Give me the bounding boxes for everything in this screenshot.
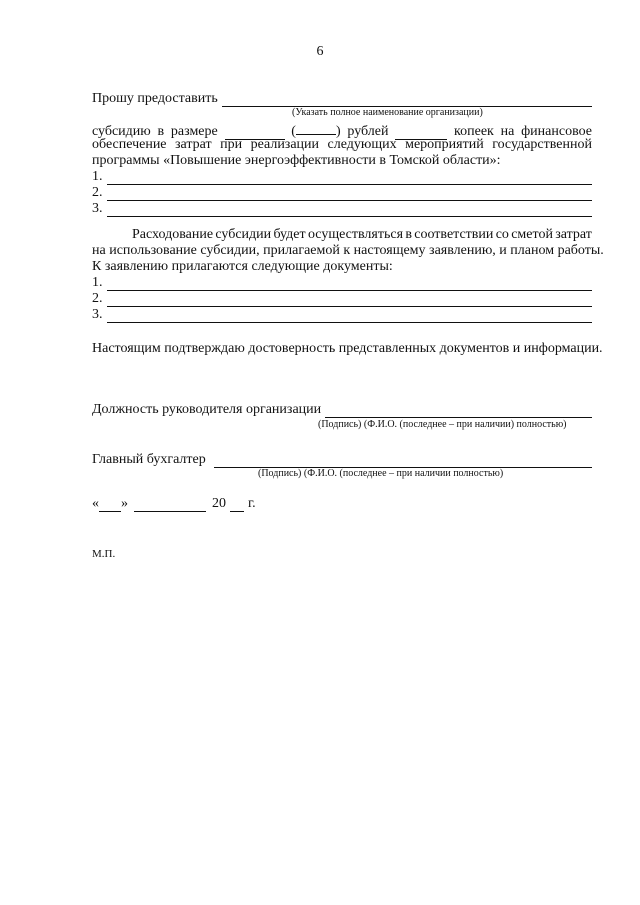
documents-intro: К заявлению прилагаются следующие документы: [92, 259, 393, 274]
open-quote: « [92, 496, 99, 511]
item-number: 1. [92, 169, 103, 184]
event-field-2[interactable] [107, 187, 593, 201]
document-field-3[interactable] [107, 309, 593, 323]
spending-word: Расходование [132, 227, 214, 242]
event-item-3 [92, 201, 592, 217]
subsidy-word: мероприятий [405, 137, 484, 152]
subsidy-word: реализации [250, 137, 320, 152]
year-suffix: г. [248, 496, 256, 511]
paren-open: ( [291, 124, 296, 139]
head-signature-field[interactable] [325, 404, 592, 418]
document-field-1[interactable] [107, 277, 593, 291]
event-field-3[interactable] [107, 203, 593, 217]
kopecks-label: копеек [454, 124, 494, 139]
accountant-signature-field[interactable] [214, 454, 592, 468]
event-field-1[interactable] [107, 171, 593, 185]
year-prefix: 20 [212, 496, 226, 511]
request-label: Прошу предоставить [92, 91, 218, 106]
document-item-2 [92, 291, 592, 307]
subsidy-word: при [220, 137, 243, 152]
item-number: 1. [92, 275, 103, 290]
subsidy-word: государственной [492, 137, 592, 152]
date-line [92, 496, 256, 512]
event-item-2 [92, 185, 592, 201]
spending-line-2: на использование субсидии, прилагаемой к настоящему заявлению, и планом работы. [92, 243, 604, 258]
item-number: 2. [92, 185, 103, 200]
spending-word: субсидии [215, 227, 272, 242]
subsidy-word: финансовое [521, 124, 592, 139]
head-signature-line [92, 402, 592, 418]
request-line [92, 91, 592, 107]
spending-word: сметой [511, 227, 553, 242]
month-field[interactable] [134, 498, 206, 512]
item-number: 3. [92, 201, 103, 216]
subsidy-word: обеспечение [92, 137, 167, 152]
item-number: 2. [92, 291, 103, 306]
accountant-signature-line [92, 452, 592, 468]
rubles-label: рублей [347, 124, 389, 139]
year-field[interactable] [230, 498, 244, 512]
accountant-caption: (Подпись) (Ф.И.О. (последнее – при наличии полностью) [258, 468, 504, 479]
amount-words-field[interactable] [296, 121, 336, 135]
subsidy-word: затрат [175, 137, 212, 152]
spending-word: будет [273, 227, 306, 242]
request-caption: (Указать полное наименование организации) [292, 107, 483, 118]
subsidy-line-3: программы «Повышение энергоэффективности в Томской области»: [92, 153, 501, 168]
paren-close: ) [335, 124, 341, 139]
subsidy-word: на [500, 124, 515, 139]
document-item-1 [92, 275, 592, 291]
organization-name-field[interactable] [222, 93, 592, 107]
spending-word: со [495, 227, 509, 242]
subsidy-word: субсидию [92, 124, 151, 139]
day-field[interactable] [99, 498, 121, 512]
spending-line-1 [132, 227, 592, 243]
event-item-1 [92, 169, 592, 185]
spending-word: затрат [555, 227, 592, 242]
confirmation-text: Настоящим подтверждаю достоверность представленных документов и информации. [92, 341, 603, 356]
stamp-label: М.П. [92, 548, 116, 560]
item-number: 3. [92, 307, 103, 322]
subsidy-word: следующих [327, 137, 397, 152]
spending-word: в [405, 227, 412, 242]
spending-word: соответствии [414, 227, 494, 242]
subsidy-word: размере [170, 124, 218, 139]
subsidy-line-2 [92, 137, 592, 153]
close-quote: » [121, 496, 128, 511]
page-number: 6 [316, 44, 324, 59]
subsidy-word: в [157, 124, 165, 139]
document-item-3 [92, 307, 592, 323]
head-label: Должность руководителя организации [92, 402, 322, 417]
document-field-2[interactable] [107, 293, 593, 307]
spending-word: осуществляться [307, 227, 404, 242]
accountant-label: Главный бухгалтер [92, 452, 206, 467]
head-caption: (Подпись) (Ф.И.О. (последнее – при наличии) полностью) [318, 419, 567, 430]
